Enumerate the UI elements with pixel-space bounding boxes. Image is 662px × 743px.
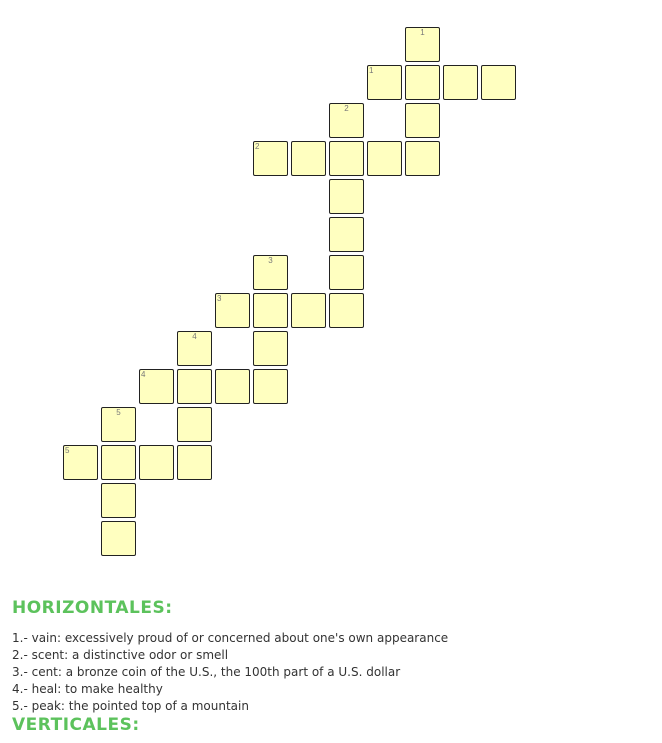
vertical-clues-heading: VERTICALES: <box>12 715 140 735</box>
cell[interactable] <box>291 293 326 328</box>
cell[interactable] <box>405 27 440 62</box>
cell[interactable] <box>329 103 364 138</box>
clue-number-horizontal-2: 2 <box>255 142 260 151</box>
cell[interactable] <box>101 445 136 480</box>
clue-item: 4.- heal: to make healthy <box>12 682 163 696</box>
cell[interactable] <box>253 331 288 366</box>
cell[interactable] <box>367 65 402 100</box>
cell[interactable] <box>329 179 364 214</box>
cell[interactable] <box>177 407 212 442</box>
horizontal-clue-list <box>12 630 448 715</box>
cell[interactable] <box>101 407 136 442</box>
cell[interactable] <box>101 521 136 556</box>
cell[interactable] <box>253 369 288 404</box>
cell[interactable] <box>177 331 212 366</box>
cell[interactable] <box>215 369 250 404</box>
clue-item: 2.- scent: a distinctive odor or smell <box>12 648 229 662</box>
cell[interactable] <box>177 445 212 480</box>
cell[interactable] <box>253 293 288 328</box>
horizontal-clues-heading: HORIZONTALES: <box>12 598 173 618</box>
cell[interactable] <box>405 65 440 100</box>
clue-item: 5.- peak: the pointed top of a mountain <box>12 699 249 713</box>
cell[interactable] <box>329 217 364 252</box>
clue-item: 3.- cent: a bronze coin of the U.S., the 100th part of a U.S. dollar <box>12 665 401 679</box>
cell[interactable] <box>63 445 98 480</box>
cell[interactable] <box>329 293 364 328</box>
cell[interactable] <box>405 141 440 176</box>
cell[interactable] <box>177 369 212 404</box>
clue-number-vertical-5: 5 <box>116 408 121 417</box>
cell[interactable] <box>367 141 402 176</box>
cell[interactable] <box>481 65 516 100</box>
clue-number-vertical-2: 2 <box>344 104 349 113</box>
clue-number-horizontal-3: 3 <box>217 294 222 303</box>
clue-number-horizontal-5: 5 <box>65 446 70 455</box>
clue-number-vertical-4: 4 <box>192 332 197 341</box>
cell[interactable] <box>215 293 250 328</box>
clue-number-vertical-3: 3 <box>268 256 273 265</box>
clue-number-horizontal-1: 1 <box>369 66 374 75</box>
cell[interactable] <box>329 255 364 290</box>
cell[interactable] <box>139 369 174 404</box>
clue-number-horizontal-4: 4 <box>141 370 146 379</box>
cell[interactable] <box>443 65 478 100</box>
cell[interactable] <box>139 445 174 480</box>
cell[interactable] <box>101 483 136 518</box>
cell[interactable] <box>253 255 288 290</box>
clue-item: 1.- vain: excessively proud of or concerned about one's own appearance <box>12 631 449 645</box>
cell[interactable] <box>291 141 326 176</box>
cell[interactable] <box>329 141 364 176</box>
clue-number-vertical-1: 1 <box>420 28 425 37</box>
cell[interactable] <box>253 141 288 176</box>
cell[interactable] <box>405 103 440 138</box>
